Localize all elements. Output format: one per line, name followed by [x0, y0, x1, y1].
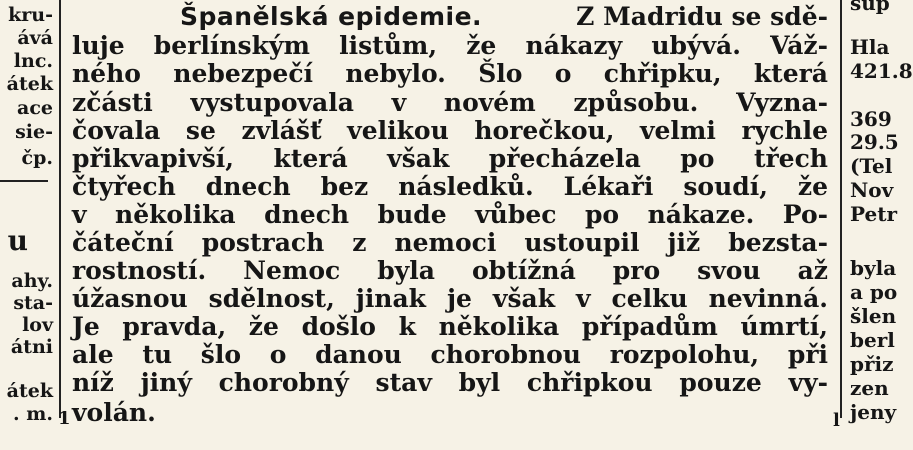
article-line: volán.: [72, 398, 156, 427]
right-line: 421.8: [850, 59, 913, 83]
left-line: čp.: [21, 147, 53, 169]
left-line: sie-: [15, 121, 53, 143]
left-line: lnc.: [13, 50, 53, 72]
left-line: ace: [17, 97, 53, 119]
left-line: lov: [22, 314, 53, 336]
article-line: přikvapivší, která však přecházela po třech: [72, 144, 828, 173]
article-headline: Španělská epidemie.: [180, 2, 483, 31]
left-line: u: [7, 224, 28, 257]
rule-end-mark: l: [833, 410, 840, 431]
column-rule-left: [59, 0, 61, 418]
right-line: sup: [850, 0, 890, 15]
column-rule-right: [840, 0, 842, 418]
article-line: Je pravda, že došlo k několika případům úmrtí,: [72, 312, 828, 341]
right-line: zen: [850, 376, 889, 400]
left-column-fragment: [0, 0, 56, 450]
right-column-fragment: [850, 0, 913, 450]
left-line: ává: [17, 27, 53, 49]
right-line: jeny: [850, 400, 897, 424]
left-line: átni: [10, 336, 53, 358]
right-line: Petr: [850, 202, 898, 226]
right-line: Hla: [850, 35, 890, 59]
article-line: ného nebezpečí nebylo. Šlo o chřipku, která: [72, 59, 828, 88]
article-line: v několika dnech bude vůbec po nákaze. Po-: [72, 200, 828, 229]
column-divider-horizontal: [0, 180, 48, 182]
article-line: rostností. Nemoc byla obtížná pro svou až: [72, 256, 828, 285]
article-line: čáteční postrach z nemoci ustoupil již bezsta-: [72, 228, 828, 257]
right-line: šlen: [850, 304, 897, 328]
article-line: ale tu šlo o danou chorobnou rozpolohu, při: [72, 340, 828, 369]
right-line: Nov: [850, 178, 894, 202]
article-line: luje berlínským listům, že nákazy ubývá. Váž-: [72, 31, 828, 60]
left-line: sta-: [13, 292, 53, 314]
left-line: átek: [6, 73, 53, 95]
article-line: čtyřech dnech bez následků. Lékaři soudí, že: [72, 172, 828, 201]
rule-end-mark: 1: [58, 408, 71, 429]
right-line: 369: [850, 107, 892, 131]
right-line: 29.5: [850, 130, 899, 154]
right-line: přiz: [850, 352, 894, 376]
article-line: Z Madridu se sdě-: [576, 2, 828, 31]
article-line: čovala se zvlášť velikou horečkou, velmi rychle: [72, 116, 828, 145]
article-line: níž jiný chorobný stav byl chřipkou pouze vy-: [72, 368, 828, 397]
left-line: kru-: [8, 4, 53, 26]
right-line: berl: [850, 328, 895, 352]
right-line: a po: [850, 280, 898, 304]
article-line: zčásti vystupovala v novém způsobu. Vyzna-: [72, 88, 828, 117]
left-line: . m.: [13, 403, 53, 425]
right-line: (Tel: [850, 154, 893, 178]
article-line: úžasnou sdělnost, jinak je však v celku nevinná.: [72, 284, 828, 313]
left-line: ahy.: [11, 270, 53, 292]
left-line: átek: [6, 380, 53, 402]
right-line: byla: [850, 256, 897, 280]
